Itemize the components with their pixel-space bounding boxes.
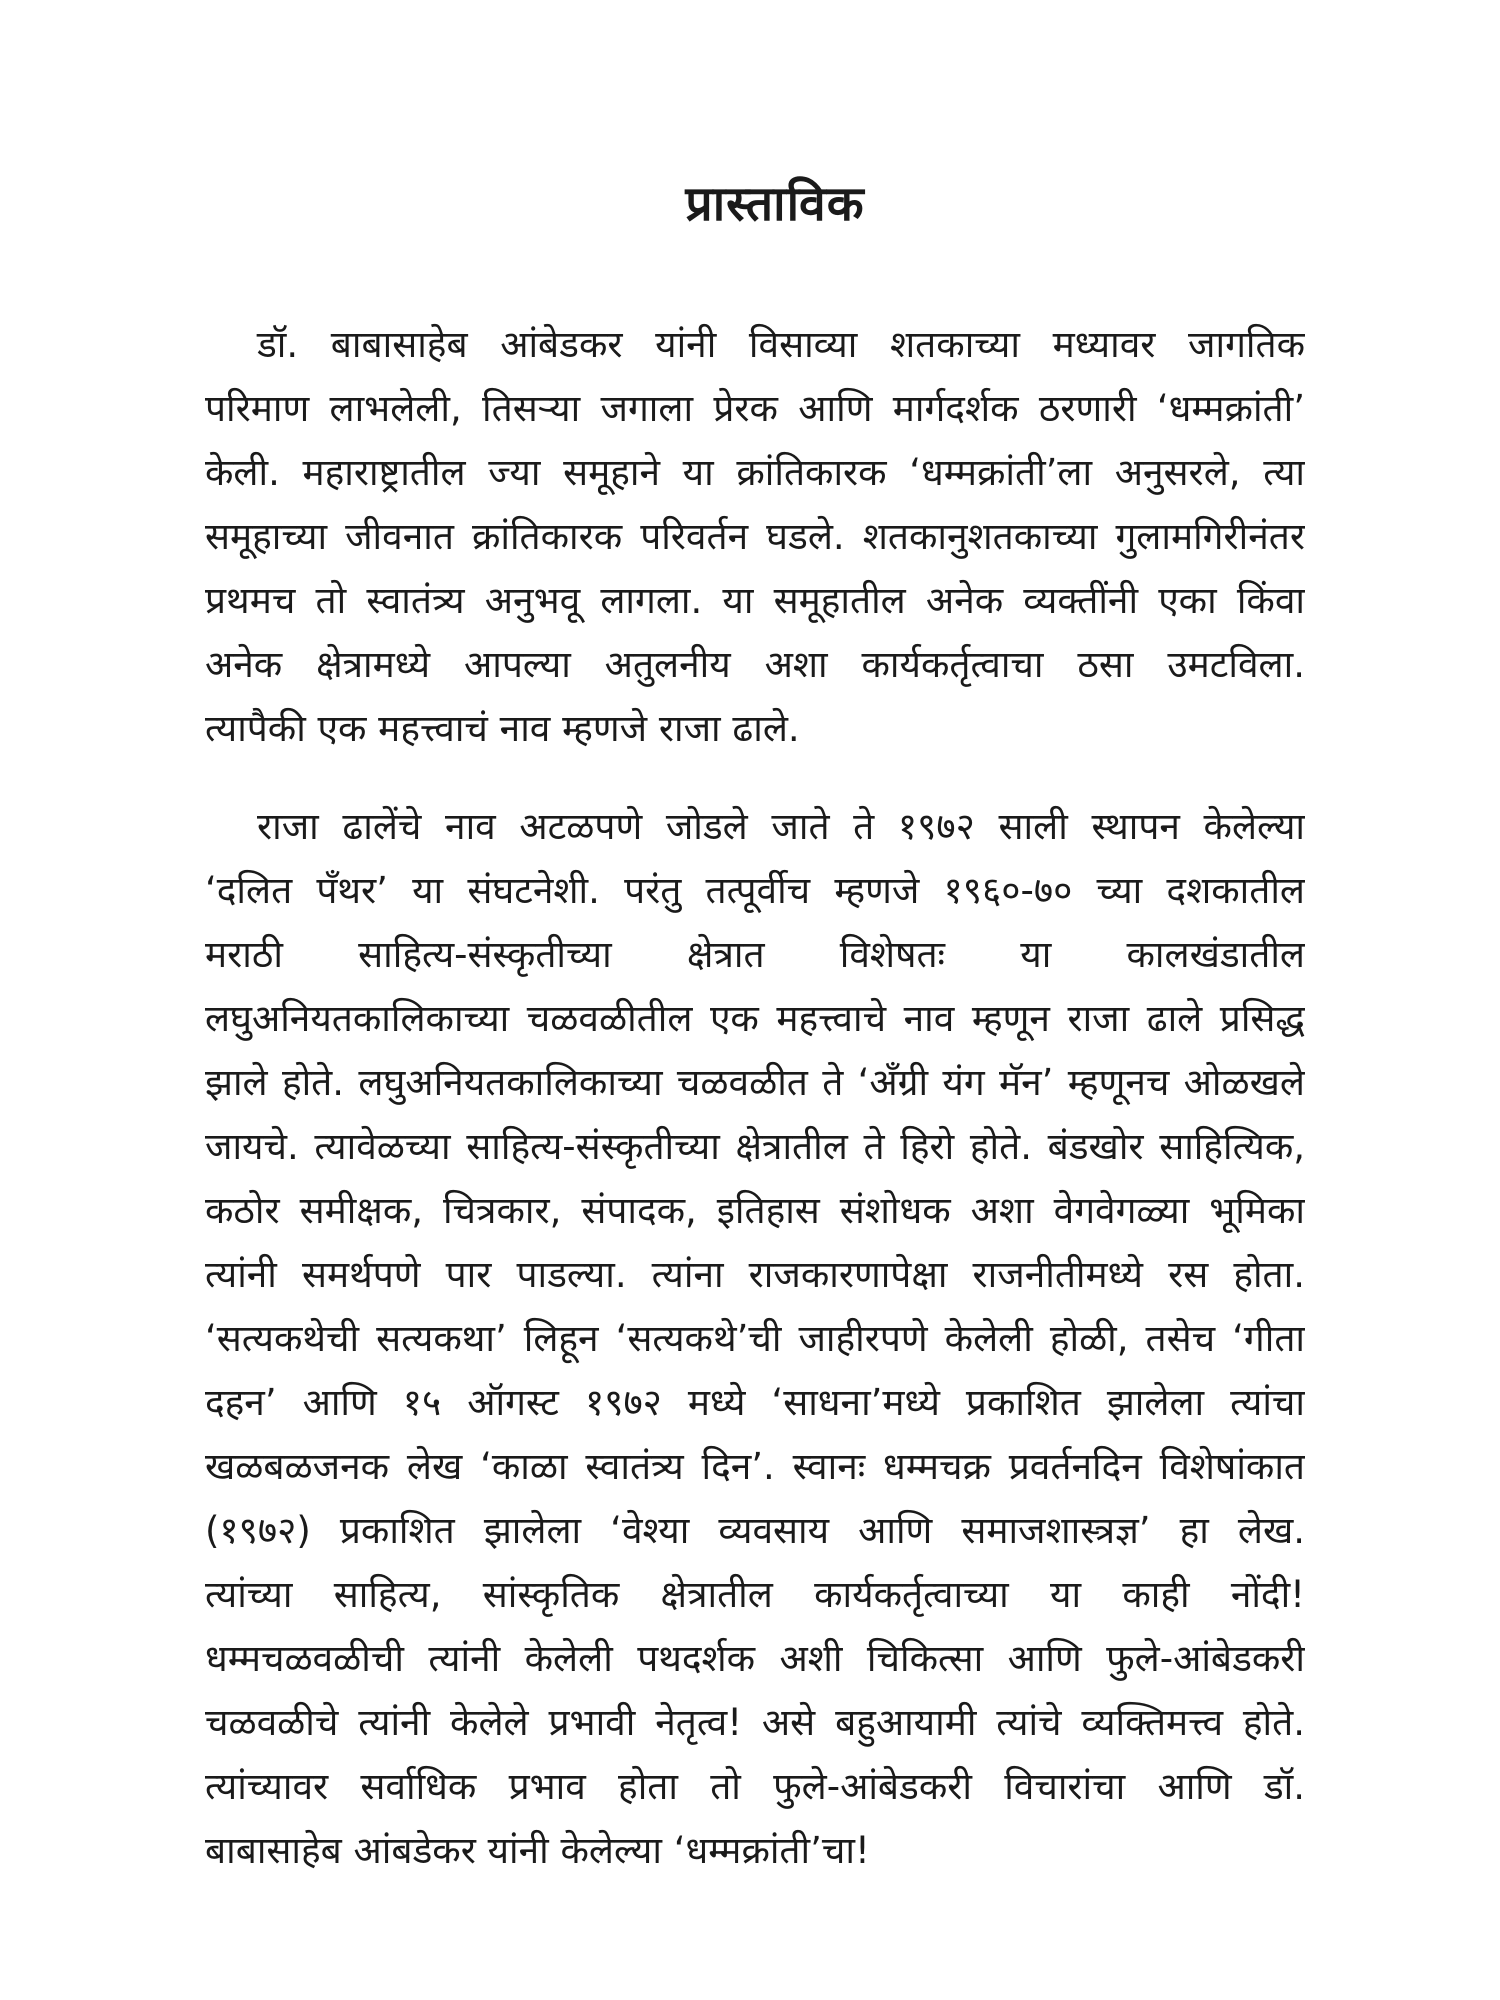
paragraph-line: केली. महाराष्ट्रातील ज्या समूहाने या क्रांतिकारक ‘धम्मक्रांती’ला अनुसरले, त्या (205, 451, 1305, 494)
paragraph-line: समूहाच्या जीवनात क्रांतिकारक परिवर्तन घडले. शतकानुशतकाच्या गुलामगिरीनंतर (205, 515, 1305, 558)
paragraph-line: मराठी साहित्य-संस्कृतीच्या क्षेत्रात विशेषतः या कालखंडातील (205, 933, 1305, 976)
paragraph-line: बाबासाहेब आंबडेकर यांनी केलेल्या ‘धम्मक्रांती’चा! (205, 1829, 870, 1872)
paragraph-line: (१९७२) प्रकाशित झालेला ‘वेश्या व्यवसाय आणि समाजशास्त्रज्ञ’ हा लेख. (205, 1509, 1305, 1552)
paragraph-line: प्रथमच तो स्वातंत्र्य अनुभवू लागला. या समूहातील अनेक व्यक्तींनी एका किंवा (205, 579, 1305, 622)
paragraph-line: त्यांच्यावर सर्वाधिक प्रभाव होता तो फुले-आंबेडकरी विचारांचा आणि डॉ. (205, 1765, 1305, 1808)
paragraph-line: दहन’ आणि १५ ऑगस्ट १९७२ मध्ये ‘साधना’मध्ये प्रकाशित झालेला त्यांचा (205, 1381, 1305, 1424)
paragraph-line: ‘दलित पँथर’ या संघटनेशी. परंतु तत्पूर्वीच म्हणजे १९६०-७० च्या दशकातील (205, 869, 1305, 912)
paragraph-line: त्यांच्या साहित्य, सांस्कृतिक क्षेत्रातील कार्यकर्तृत्वाच्या या काही नोंदी! (205, 1573, 1305, 1616)
paragraph-line: डॉ. बाबासाहेब आंबेडकर यांनी विसाव्या शतकाच्या मध्यावर जागतिक (257, 323, 1305, 366)
paragraph-line: जायचे. त्यावेळच्या साहित्य-संस्कृतीच्या क्षेत्रातील ते हिरो होते. बंडखोर साहित्यिक, (205, 1125, 1305, 1168)
paragraph-line: त्यापैकी एक महत्त्वाचं नाव म्हणजे राजा ढाले. (205, 707, 800, 750)
paragraph-line: ‘सत्यकथेची सत्यकथा’ लिहून ‘सत्यकथे’ची जाहीरपणे केलेली होळी, तसेच ‘गीता (205, 1317, 1305, 1360)
paragraph-2 (205, 795, 1305, 1883)
paragraph-line: धम्मचळवळीची त्यांनी केलेली पथदर्शक अशी चिकित्सा आणि फुले-आंबेडकरी (205, 1637, 1305, 1680)
paragraph-line: खळबळजनक लेख ‘काळा स्वातंत्र्य दिन’. स्वानः धम्मचक्र प्रवर्तनदिन विशेषांकात (205, 1445, 1305, 1488)
paragraph-line: त्यांनी समर्थपणे पार पाडल्या. त्यांना राजकारणापेक्षा राजनीतीमध्ये रस होता. (205, 1253, 1305, 1296)
page-title: प्रास्ताविक (685, 176, 865, 232)
paragraph-1 (205, 313, 1305, 761)
paragraph-line: लघुअनियतकालिकाच्या चळवळीतील एक महत्त्वाचे नाव म्हणून राजा ढाले प्रसिद्ध (205, 997, 1305, 1040)
paragraph-line: अनेक क्षेत्रामध्ये आपल्या अतुलनीय अशा कार्यकर्तृत्वाचा ठसा उमटविला. (205, 643, 1305, 686)
paragraph-line: परिमाण लाभलेली, तिसऱ्या जगाला प्रेरक आणि मार्गदर्शक ठरणारी ‘धम्मक्रांती’ (205, 387, 1305, 430)
paragraph-line: झाले होते. लघुअनियतकालिकाच्या चळवळीत ते ‘अँग्री यंग मॅन’ म्हणूनच ओळखले (205, 1061, 1305, 1104)
paragraph-line: चळवळीचे त्यांनी केलेले प्रभावी नेतृत्व! असे बहुआयामी त्यांचे व्यक्तिमत्त्व होते. (205, 1701, 1305, 1744)
paragraph-line: कठोर समीक्षक, चित्रकार, संपादक, इतिहास संशोधक अशा वेगवेगळ्या भूमिका (205, 1189, 1305, 1232)
paragraph-line: राजा ढालेंचे नाव अटळपणे जोडले जाते ते १९७२ साली स्थापन केलेल्या (257, 805, 1305, 848)
